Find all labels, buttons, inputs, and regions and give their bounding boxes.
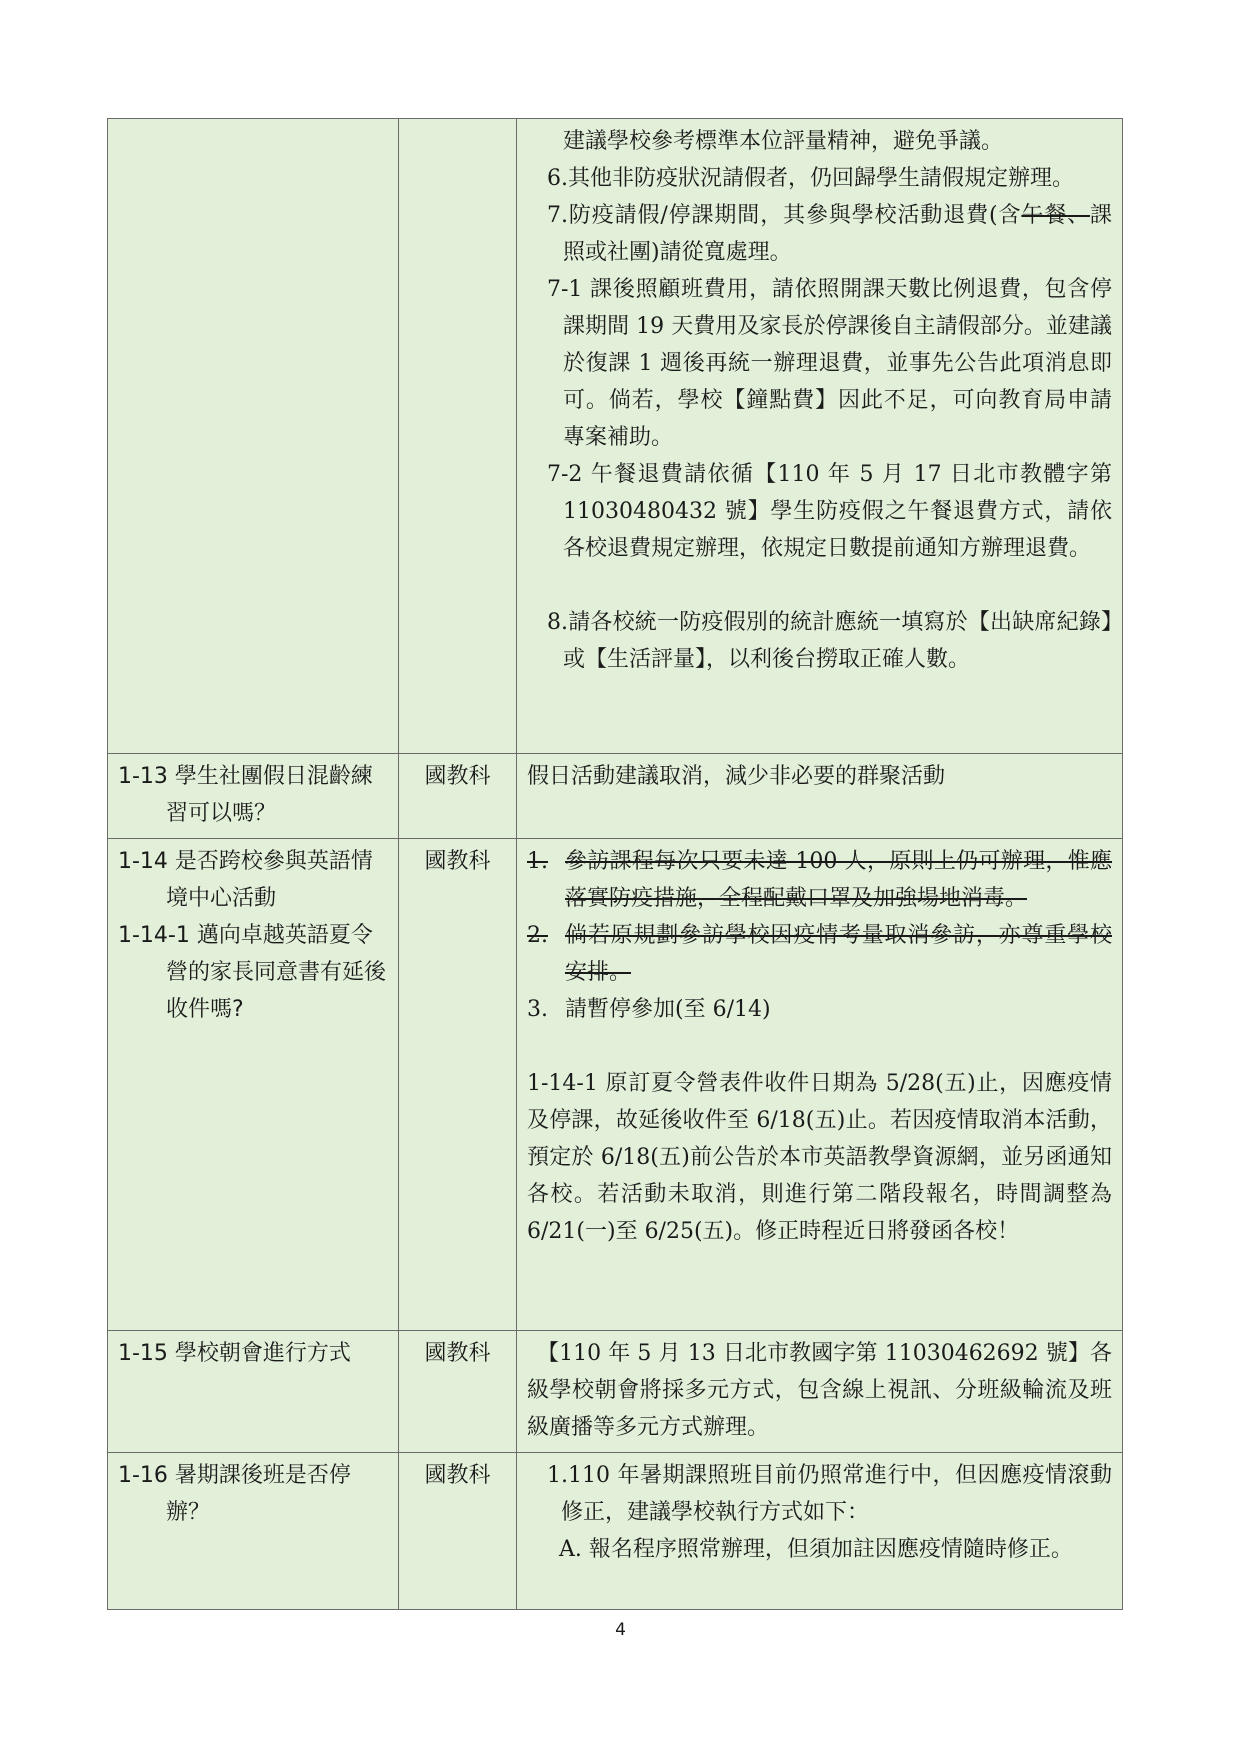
answer-line: 建議學校參考標準本位評量精神，避免爭議。 (563, 129, 1004, 154)
table-row (108, 754, 1123, 839)
table-row (108, 119, 1123, 754)
table-row (108, 839, 1123, 1331)
answer-cell: 假日活動建議取消，減少非必要的群聚活動 (517, 754, 1123, 839)
question-cell (108, 1453, 399, 1610)
question-text: 1-16 暑期課後班是否停辦？ (118, 1463, 351, 1525)
answer-item-6: 6.其他非防疫狀況請假者，仍回歸學生請假規定辦理。 (547, 166, 1074, 191)
question-cell (108, 754, 399, 839)
answer-item-7-1: 7-1 課後照顧班費用，請依照開課天數比例退費，包含停課期間 19 天費用及家長於停課後自主請假部分。並建議於復課 1 週後再統一辦理退費，並事先公告此項消息即可。倘若，學校【鐘點費】因此不足，可向教育局申請專案補助。 (547, 277, 1112, 450)
answer-item-text: 請暫停參加(至 6/14) (565, 997, 771, 1022)
answer-subitem-a: A. 報名程序照常辦理，但須加註因應疫情隨時修正。 (559, 1537, 1073, 1562)
answer-item-7 (527, 197, 1112, 271)
answer-cell: 【110 年 5 月 13 日北市教國字第 11030462692 號】各級學校朝會將採多元方式，包含線上視訊、分班級輪流及班級廣播等多元方式辦理。 (517, 1331, 1123, 1453)
answer-item-2 (527, 917, 1112, 991)
answer-paragraph: 1-14-1 原訂夏令營表件收件日期為 5/28(五)止，因應疫情及停課，故延後收件至 6/18(五)止。若因疫情取消本活動，預定於 6/18(五)前公告於本市英語教學資源網，並另函通知各校。若活動未取消，則進行第二階段報名，時間調整為 6/21(一)至 6/25(五)。修正時程近日將發函各校！ (527, 1071, 1112, 1244)
answer-item-3 (527, 991, 1112, 1028)
answer-cell (517, 839, 1123, 1331)
answer-item-7-2: 7-2 午餐退費請依循【110 年 5 月 17 日北市教體字第 11030480432 號】學生防疫假之午餐退費方式，請依各校退費規定辦理，依規定日數提前通知方辦理退費。 (547, 462, 1112, 561)
table-row (108, 1331, 1123, 1453)
answer-item-1 (527, 843, 1112, 917)
department-cell: 國教科 (399, 1453, 517, 1610)
faq-table (107, 118, 1123, 1610)
answer-item-8: 8.請各校統一防疫假別的統計應統一填寫於【出缺席紀錄】或【生活評量】，以利後台撈取正確人數。 (547, 610, 1112, 672)
page-number: 4 (615, 1620, 626, 1640)
department-cell: 國教科 (399, 839, 517, 1331)
department-cell (399, 119, 517, 754)
answer-cell (517, 1453, 1123, 1610)
question-subtext: 1-14-1 邁向卓越英語夏令營的家長同意書有延後收件嗎? (118, 923, 387, 1022)
question-text: 1-13 學生社團假日混齡練習可以嗎？ (118, 764, 373, 826)
answer-item-7-struck: 午餐、 (1021, 203, 1090, 228)
answer-item-number: 3. (527, 997, 548, 1022)
answer-item-number: 2. (527, 923, 548, 948)
question-cell (108, 839, 399, 1331)
question-cell (108, 119, 399, 754)
answer-item-7-text-end: 課照或社團)請從寬處理。 (563, 203, 1112, 265)
answer-item-text: 倘若原規劃參訪學校因疫情考量取消參訪，亦尊重學校安排。 (565, 923, 1112, 985)
table-row (108, 1453, 1123, 1610)
answer-cell (517, 119, 1123, 754)
question-text: 1-15 學校朝會進行方式 (118, 1341, 351, 1366)
department-cell: 國教科 (399, 754, 517, 839)
question-cell (108, 1331, 399, 1453)
question-text: 1-14 是否跨校參與英語情境中心活動 (118, 849, 373, 911)
department-cell: 國教科 (399, 1331, 517, 1453)
answer-item-number: 1. (527, 849, 548, 874)
answer-item-text: 參訪課程每次只要未達 100 人，原則上仍可辦理，惟應落實防疫措施，全程配戴口罩及加強場地消毒。 (565, 849, 1112, 911)
answer-item-7-text: 7.防疫請假/停課期間，其參與學校活動退費(含 (547, 203, 1022, 228)
answer-item-1: 1.110 年暑期課照班目前仍照常進行中，但因應疫情滾動修正，建議學校執行方式如下： (547, 1463, 1112, 1525)
